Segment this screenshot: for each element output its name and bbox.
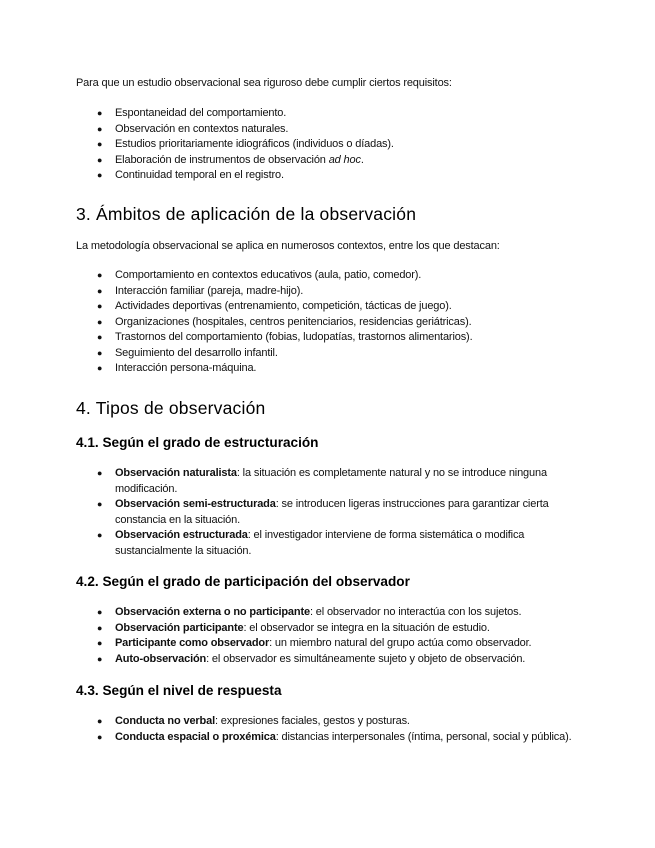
list-item: ● Espontaneidad del comportamiento.: [76, 106, 581, 122]
requisitos-list: [76, 106, 581, 184]
bullet-icon: ●: [97, 731, 103, 742]
list-item: ● Interacción persona-máquina.: [76, 361, 581, 377]
bullet-icon: ●: [97, 154, 103, 165]
section-4-heading: 4. Tipos de observación: [76, 398, 266, 418]
list-item: ● Observación naturalista: la situación es completamente natural y no se introduce ninguna modificación.: [97, 467, 547, 495]
list-item: ● Elaboración de instrumentos de observación ad hoc.: [76, 153, 581, 169]
participacion-list: [76, 605, 581, 667]
list-item: ● Seguimiento del desarrollo infantil.: [76, 346, 581, 362]
bullet-icon: ●: [97, 139, 103, 149]
list-item: ● Estudios prioritariamente idiográficos (individuos o díadas).: [76, 137, 581, 153]
bullet-icon: ●: [97, 270, 103, 280]
bullet-icon: ●: [97, 332, 103, 342]
subsection-4-1-heading: 4.1. Según el grado de estructuración: [76, 435, 319, 450]
list-item: ● Conducta espacial o proxémica: distancias interpersonales (íntima, personal, social y pública).: [76, 730, 572, 746]
list-item: ● Actividades deportivas (entrenamiento, competición, tácticas de juego).: [76, 299, 581, 315]
bullet-icon: ●: [97, 499, 103, 509]
list-item: ● Trastornos del comportamiento (fobias, ludopatías, trastornos alimentarios).: [76, 330, 581, 346]
respuesta-list: [76, 714, 581, 745]
bullet-icon: ●: [97, 622, 103, 633]
subsection-4-2-heading: 4.2. Según el grado de participación del observador: [76, 574, 410, 589]
list-item: ● Observación participante: el observador se integra en la situación de estudio.: [76, 621, 581, 637]
list-item: ● Observación en contextos naturales.: [76, 122, 581, 138]
bullet-icon: ●: [97, 653, 103, 664]
subsection-4-3-heading: 4.3. Según el nivel de respuesta: [76, 683, 282, 698]
list-item: ● Comportamiento en contextos educativos (aula, patio, comedor).: [76, 268, 581, 284]
ambitos-list: [76, 268, 581, 377]
list-item: ● Observación semi-estructurada: se introducen ligeras instrucciones para garantizar cierta constancia en la situación.: [97, 498, 549, 526]
bullet-icon: ●: [97, 607, 103, 617]
list-item: ● Organizaciones (hospitales, centros penitenciarios, residencias geriátricas).: [76, 315, 581, 331]
bullet-icon: ●: [97, 108, 103, 118]
section-3-heading: 3. Ámbitos de aplicación de la observación: [76, 204, 417, 224]
list-item: ● Observación externa o no participante: el observador no interactúa con los sujetos.: [76, 605, 581, 621]
bullet-icon: ●: [97, 347, 103, 358]
intro-paragraph: Para que un estudio observacional sea riguroso debe cumplir ciertos requisitos:: [76, 77, 452, 89]
list-item: ● Participante como observador: un miembro natural del grupo actúa como observador.: [76, 636, 581, 652]
estructuracion-list: [76, 466, 581, 559]
bullet-icon: ●: [97, 716, 103, 726]
section-3-intro: La metodología observacional se aplica en numerosos contextos, entre los que destacan:: [76, 240, 500, 252]
bullet-icon: ●: [97, 170, 103, 180]
bullet-icon: ●: [97, 301, 103, 311]
bullet-icon: ●: [97, 123, 103, 134]
list-item: ● Interacción familiar (pareja, madre-hijo).: [76, 284, 581, 300]
list-item: ● Auto-observación: el observador es simultáneamente sujeto y objeto de observación.: [76, 652, 581, 668]
bullet-icon: ●: [97, 530, 103, 540]
bullet-icon: ●: [97, 285, 103, 296]
list-item: ● Conducta no verbal: expresiones faciales, gestos y posturas.: [76, 714, 572, 730]
bullet-icon: ●: [97, 316, 103, 327]
bullet-icon: ●: [97, 363, 103, 373]
list-item: ● Observación estructurada: el investigador interviene de forma sistemática o modifica sustancialmente la situación.: [97, 529, 525, 557]
list-item: ● Continuidad temporal en el registro.: [76, 168, 581, 184]
bullet-icon: ●: [97, 638, 103, 648]
bullet-icon: ●: [97, 468, 103, 478]
